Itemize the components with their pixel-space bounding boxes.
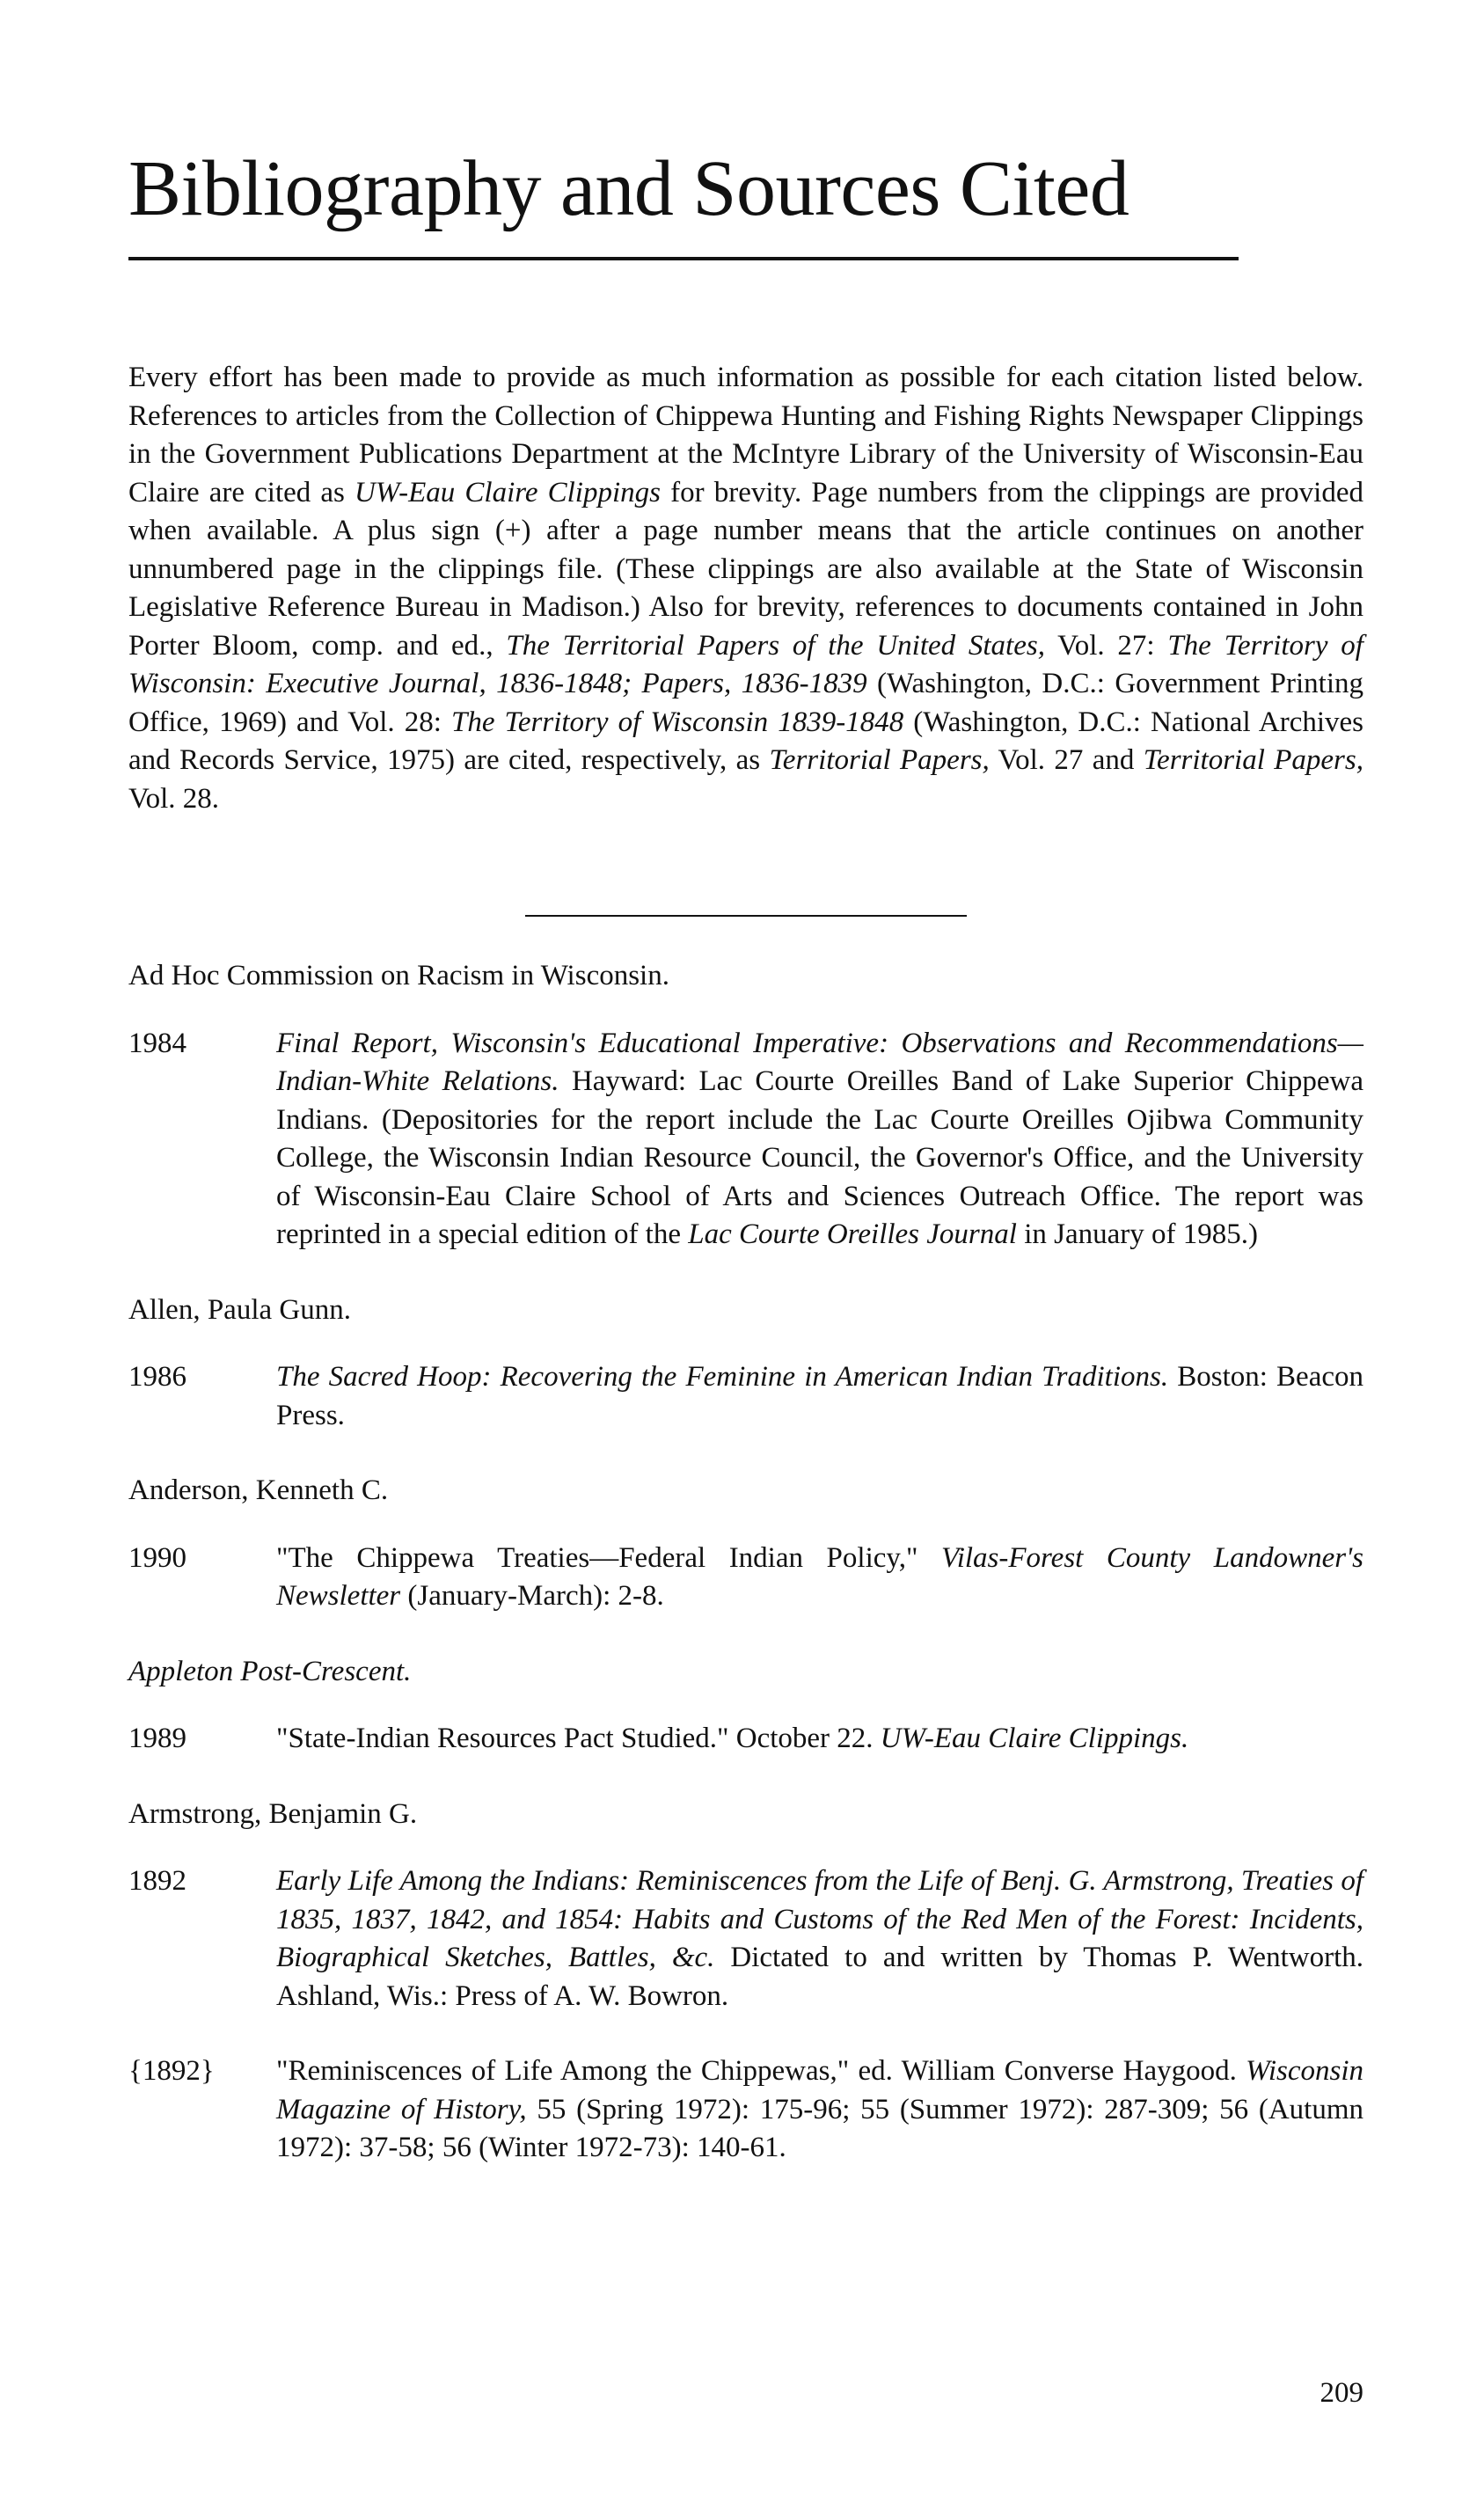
entry-detail: Boston: Beacon Press.: [276, 1361, 1363, 1431]
bibliography-entry: [128, 1862, 1363, 2016]
entry-detail: in January of 1985.): [1016, 1218, 1258, 1250]
entry-year: 1989: [128, 1723, 186, 1754]
bibliography-entry: [128, 1025, 1363, 1255]
title-underline: [128, 257, 1239, 260]
entry-title: The Sacred Hoop: Recovering the Feminine in American Indian Traditions.: [276, 1361, 1169, 1393]
entry-text: [276, 1358, 1363, 1435]
entry-title: Final Report, Wisconsin's Educational Imperative: Observations and Recommendations—Indian-White Relations.: [276, 1027, 1363, 1097]
intro-text: for brevity. Page numbers from the clippings are provided when available. A plus sign (+) after a page number means that the article continues on another unnumbered page in the clippings file. (These clippings are also available at the State of Wisconsin Legislative Reference Bureau in Madison.) Also for brevity, references to documents contained in John Porter Bloom, comp. and ed.,: [128, 476, 1363, 662]
intro-italic: The Territory of Wisconsin 1839-1848: [450, 706, 904, 738]
intro-italic: The Territory of Wisconsin: Executive Journal, 1836-1848; Papers, 1836-1839: [128, 629, 1363, 699]
entry-text: [276, 2052, 1363, 2168]
intro-text: Every effort has been made to provide as much information as possible for each citation listed below. References to articles from the Collection of Chippewa Hunting and Fishing Rights Newspaper Clippings in the Government Publications Department at the McIntyre Library of the University of Wisconsin-Eau Claire are cited as: [128, 362, 1363, 508]
author-heading: Allen, Paula Gunn.: [128, 1293, 351, 1326]
author-heading: Armstrong, Benjamin G.: [128, 1797, 418, 1830]
entry-title: Early Life Among the Indians: Reminiscences from the Life of Benj. G. Armstrong, Treaties of 1835, 1837, 1842, and 1854: Habits and Customs of the Red Men of the Forest: Incidents, Biographical Sketches, Battles, &c.: [276, 1865, 1363, 1973]
entry-text: [276, 1862, 1363, 2016]
entry-detail: 55 (Spring 1972): 175-96; 55 (Summer 1972): 287-309; 56 (Autumn 1972): 37-58; 56 (Winter 1972-73): 140-61.: [276, 2093, 1363, 2163]
entry-text: [276, 1025, 1363, 1255]
intro-text: Vol. 28.: [128, 782, 219, 815]
entry-detail: (January-March): 2-8.: [400, 1580, 664, 1612]
intro-italic: Territorial Papers,: [1143, 744, 1363, 776]
entry-title: Vilas-Forest County Landowner's Newsletter: [276, 1541, 1364, 1612]
intro-italic: The Territorial Papers of the United States,: [506, 629, 1045, 662]
bibliography-entry: [128, 1358, 1363, 1435]
bibliography-entry: [128, 2052, 1363, 2168]
entry-text: [276, 1540, 1363, 1616]
intro-text: (Washington, D.C.: National Archives and Records Service, 1975) are cited, respectively, as: [128, 706, 1363, 776]
entry-detail: "Reminiscences of Life Among the Chippewas," ed. William Converse Haygood.: [276, 2055, 1246, 2087]
author-italic: Appleton Post-Crescent.: [128, 1655, 412, 1687]
entry-detail: Hayward: Lac Courte Oreilles Band of Lake Superior Chippewa Indians. (Depositories for the report include the Lac Courte Oreilles Ojibwa Community College, the Wisconsin Indian Resource Council, the Governor's Office, and the University of Wisconsin-Eau Claire School of Arts and Sciences Outreach Office. The report was reprinted in a special edition of the: [276, 1065, 1363, 1250]
entry-title: Lac Courte Oreilles Journal: [688, 1218, 1017, 1250]
intro-text: (Washington, D.C.: Government Printing Office, 1969) and Vol. 28:: [128, 668, 1364, 738]
bibliography-list: [128, 957, 1363, 2205]
entry-detail: "The Chippewa Treaties—Federal Indian Policy,": [276, 1541, 942, 1574]
entry-text: [276, 1720, 1363, 1759]
entry-title: Wisconsin Magazine of History,: [276, 2055, 1363, 2125]
bibliography-entry: [128, 1720, 1363, 1759]
intro-italic: Territorial Papers,: [769, 744, 990, 776]
section-divider: [525, 915, 967, 917]
intro-text: Vol. 27:: [1044, 629, 1168, 662]
entry-year: 1986: [128, 1361, 186, 1393]
entry-detail: "State-Indian Resources Pact Studied." October 22.: [276, 1723, 881, 1754]
bibliography-entry: [128, 1540, 1363, 1616]
entry-year: 1892: [128, 1865, 186, 1897]
entry-year: {1892}: [128, 2055, 215, 2087]
entry-title: UW-Eau Claire Clippings.: [880, 1723, 1189, 1754]
entry-year: 1984: [128, 1027, 186, 1059]
page-title: Bibliography and Sources Cited: [128, 145, 1129, 232]
page-number: 209: [1320, 2377, 1363, 2409]
intro-italic: UW-Eau Claire Clippings: [355, 476, 661, 508]
entry-detail: Dictated to and written by Thomas P. Wentworth. Ashland, Wis.: Press of A. W. Bowron.: [276, 1942, 1363, 2012]
author-heading: Anderson, Kenneth C.: [128, 1474, 389, 1506]
entry-year: 1990: [128, 1541, 186, 1574]
author-heading: [128, 1653, 1363, 1692]
intro-text: Vol. 27 and: [989, 744, 1144, 776]
intro-paragraph: [128, 359, 1363, 818]
author-heading: Ad Hoc Commission on Racism in Wisconsin.: [128, 960, 669, 991]
